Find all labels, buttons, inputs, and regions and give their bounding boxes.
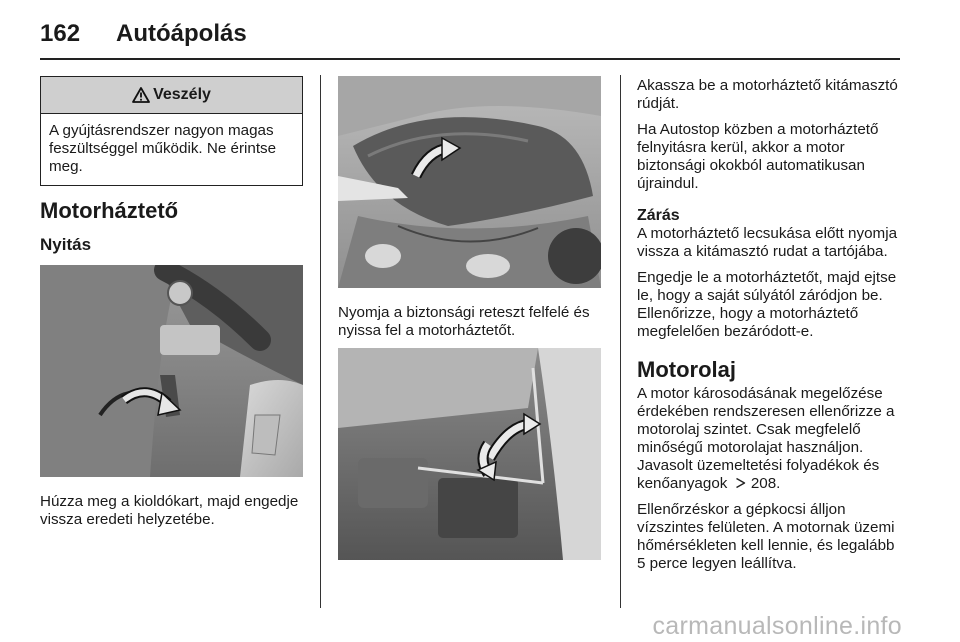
warning-triangle-icon: [132, 87, 150, 103]
watermark: carmanualsonline.info: [652, 612, 902, 640]
closing-heading: Zárás: [637, 207, 680, 224]
text-closing-1: A motorháztető lecsukása előtt nyomja vissza a kitámasztó rudat a tartójába.: [637, 225, 898, 260]
page-header: [40, 18, 900, 62]
text-oil-1-body: A motor károsodásának megelőzése érdekében rendszeresen ellenőrizze a motorolaj szintet. Csak megfelelő minőségű motorolajat használjon. Javasolt üzemeltetési folyadékok és kenőanyagok: [637, 385, 895, 492]
column-divider-2: [620, 75, 621, 608]
caption-release-lever: Húzza meg a kioldókart, majd engedje vissza eredeti helyzetébe.: [40, 493, 299, 528]
text-closing-2: Engedje le a motorháztetőt, majd ejtse le, hogy a saját súlyától záródjon be. Ellenőrizze, hogy a motorháztető megfelelően bezáródott-e.: [637, 269, 897, 340]
danger-title: Veszély: [153, 86, 211, 103]
column-3: [637, 77, 907, 581]
page-reference-icon: [735, 477, 746, 489]
page-title: Autóápolás: [116, 20, 247, 47]
release-lever-figure: [40, 265, 303, 477]
column-divider-1: [320, 75, 321, 608]
danger-header: [41, 77, 302, 114]
danger-text: A gyújtásrendszer nagyon magas feszültséggel működik. Ne érintse meg.: [49, 122, 277, 175]
page-number: 162: [40, 20, 81, 47]
hood-stay-figure: [338, 348, 601, 560]
danger-box: [40, 76, 303, 186]
opening-heading: Nyitás: [40, 235, 92, 254]
hood-latch-figure: [338, 76, 601, 288]
text-oil-1-page: 208.: [750, 475, 781, 492]
text-hang-stay: Akassza be a motorháztető kitámasztó rúdját.: [637, 77, 898, 112]
text-oil-1: [637, 385, 907, 493]
caption-hood-latch: Nyomja a biztonsági reteszt felfelé és nyissa fel a motorháztetőt.: [338, 304, 590, 339]
oil-heading: Motorolaj: [637, 357, 736, 382]
hood-heading: Motorháztető: [40, 198, 179, 223]
text-oil-2: Ellenőrzéskor a gépkocsi álljon vízszintes felületen. A motornak üzemi hőmérsékleten kell lennie, és legalább 5 perce legyen leállítva.: [637, 501, 895, 572]
header-rule: [40, 58, 900, 60]
text-autostop: Ha Autostop közben a motorháztető felnyitásra kerül, akkor a motor biztonsági okokból automatikusan újraindul.: [637, 121, 879, 192]
